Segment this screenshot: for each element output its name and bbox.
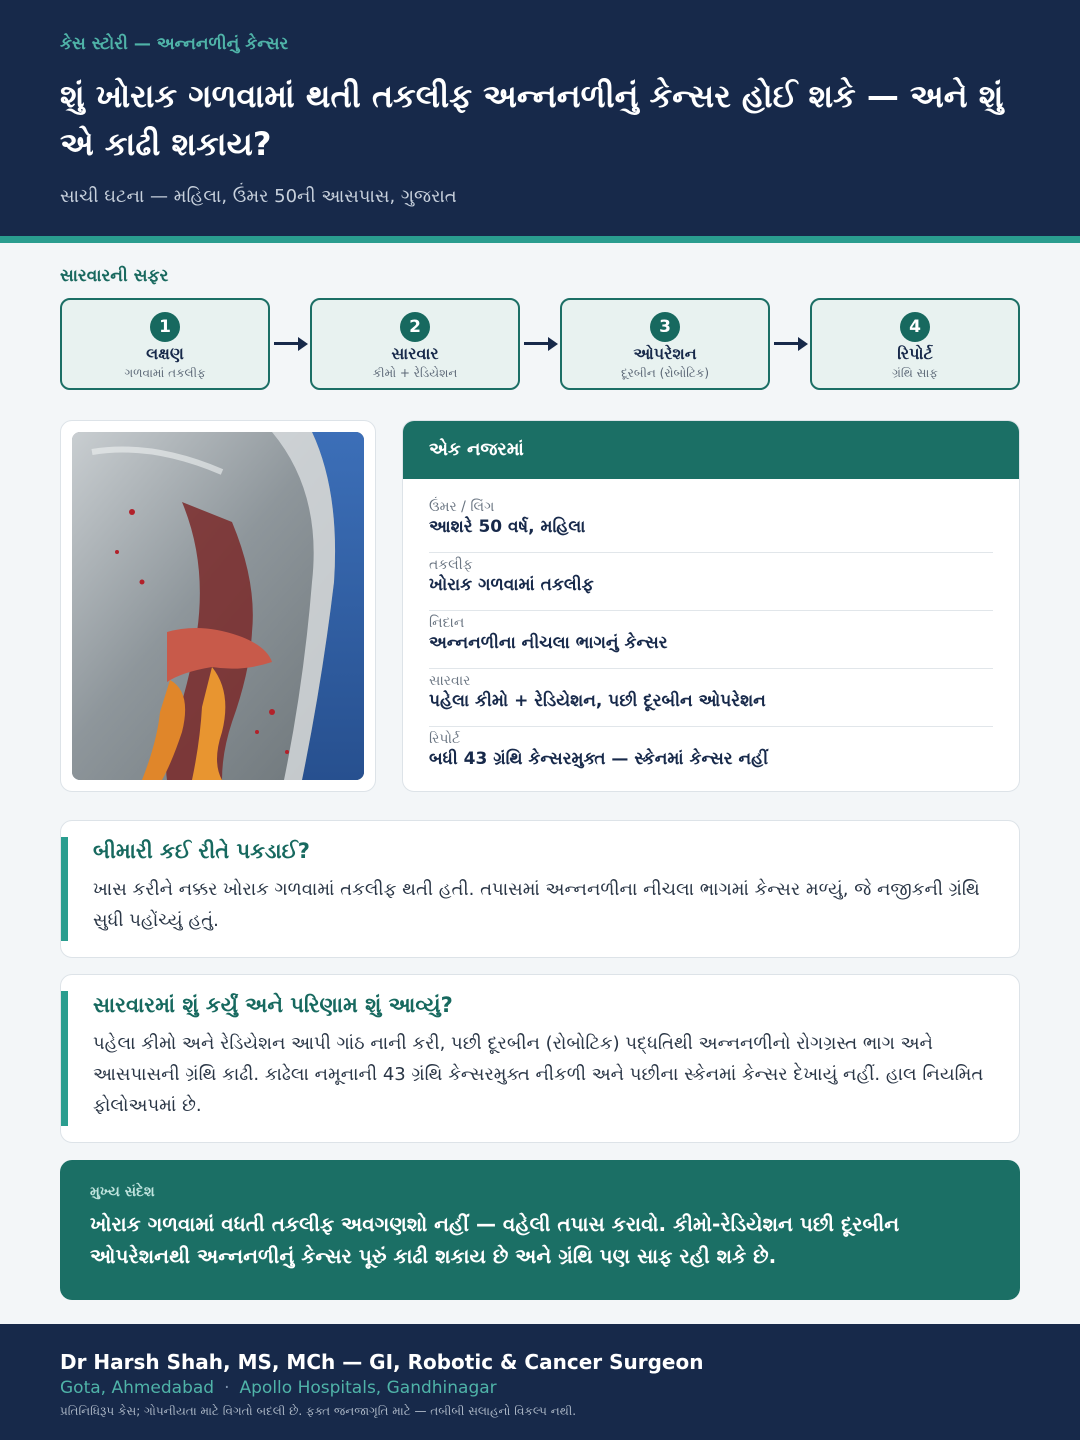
glance-row-treatment xyxy=(429,669,993,727)
location-separator: · xyxy=(224,1378,230,1398)
detection-title: બીમારી કઈ રીતે પકડાઈ? xyxy=(93,839,310,863)
glance-label: ઉંમર / લિંગ xyxy=(429,499,495,515)
page-title: શું ખોરાક ગળવામાં થતી તકલીફ અન્નનળીનું કેન્સર હોઈ શકે — અને શું એ કાઢી શકાય? xyxy=(60,77,1004,163)
glance-value: આશરે 50 વર્ષ, મહિલા xyxy=(429,517,586,537)
at-a-glance-card xyxy=(402,420,1020,792)
key-message-label: મુખ્ય સંદેશ xyxy=(90,1184,155,1200)
glance-title: એક નજરમાં xyxy=(403,421,1019,479)
glance-label: સારવાર xyxy=(429,673,471,689)
treatment-card xyxy=(60,974,1020,1143)
step-treatment xyxy=(310,298,520,390)
step-sub: ગ્રંથિ સાફ xyxy=(892,366,938,380)
step-number: 2 xyxy=(400,312,430,342)
glance-value: અન્નનળીના નીચલા ભાગનું કેન્સર xyxy=(429,633,668,653)
arrow-right-icon xyxy=(274,334,310,354)
journey-steps xyxy=(60,298,1020,390)
glance-label: રિપોર્ટ xyxy=(429,731,461,747)
glance-value: ખોરાક ગળવામાં તકલીફ xyxy=(429,575,594,595)
header-divider xyxy=(0,236,1080,243)
step-sub: કીમો + રેડિયેશન xyxy=(372,366,458,380)
case-tag: કેસ સ્ટોરી — અન્નનળીનું કેન્સર xyxy=(60,34,289,54)
step-report xyxy=(810,298,1020,390)
page-subtitle: સાચી ઘટના — મહિલા, ઉંમર 50ની આસપાસ, ગુજરાત xyxy=(60,186,457,207)
disclaimer: પ્રતિનિધિરૂપ કેસ; ગોપનીયતા માટે વિગતો બદલી છે. ફક્ત જનજાગૃતિ માટે — તબીબી સલાહનો વિકલ્પ નથી. xyxy=(60,1404,577,1418)
accent-bar xyxy=(61,991,68,1126)
step-number: 3 xyxy=(650,312,680,342)
step-label: ઓપરેશન xyxy=(633,344,697,363)
specimen-photo-card xyxy=(60,420,376,792)
detection-text: ખાસ કરીને નક્કર ખોરાક ગળવામાં તકલીફ થતી હતી. તપાસમાં અન્નનળીના નીચલા ભાગમાં કેન્સર મળ્યું, જે નજીકની ગ્રંથિ સુધી પહોંચ્યું હતું. xyxy=(93,879,980,931)
specimen-photo xyxy=(72,432,364,780)
doctor-locations xyxy=(60,1378,1020,1398)
glance-row-age xyxy=(429,495,993,553)
step-sub: ગળવામાં તકલીફ xyxy=(124,366,206,380)
arrow-right-icon xyxy=(524,334,560,354)
doctor-name: Dr Harsh Shah, MS, MCh — GI, Robotic & Cancer Surgeon xyxy=(60,1350,704,1374)
glance-value: પહેલા કીમો + રેડિયેશન, પછી દૂરબીન ઓપરેશન xyxy=(429,691,766,711)
footer xyxy=(0,1324,1080,1440)
accent-bar xyxy=(61,837,68,941)
step-label: રિપોર્ટ xyxy=(897,344,933,363)
glance-row-report xyxy=(429,727,993,785)
glance-row-problem xyxy=(429,553,993,611)
glance-row-diagnosis xyxy=(429,611,993,669)
glance-value: બધી 43 ગ્રંથિ કેન્સરમુક્ત — સ્કેનમાં કેન્સર નહીં xyxy=(429,749,769,769)
detection-card xyxy=(60,820,1020,958)
key-message-card xyxy=(60,1160,1020,1300)
key-message-text: ખોરાક ગળવામાં વધતી તકલીફ અવગણશો નહીં — વહેલી તપાસ કરાવો. કીમો-રેડિયેશન પછી દૂરબીન ઓપરેશનથી અન્નનળીનું કેન્સર પૂરું કાઢી શકાય છે અને ગ્રંથિ પણ સાફ રહી શકે છે. xyxy=(90,1212,900,1268)
journey-title: સારવારની સફર xyxy=(60,266,169,286)
step-number: 4 xyxy=(900,312,930,342)
hero-header xyxy=(0,0,1080,236)
treatment-title: સારવારમાં શું કર્યું અને પરિણામ શું આવ્યું? xyxy=(93,993,453,1017)
step-number: 1 xyxy=(150,312,180,342)
location-apollo: Apollo Hospitals, Gandhinagar xyxy=(239,1378,497,1398)
step-operation xyxy=(560,298,770,390)
step-sub: દૂરબીન (રોબોટિક) xyxy=(620,366,710,380)
treatment-text: પહેલા કીમો અને રેડિયેશન આપી ગાંઠ નાની કરી, પછી દૂરબીન (રોબોટિક) પદ્ધતિથી અન્નનળીનો રોગગ્રસ્ત ભાગ અને આસપાસની ગ્રંથિ કાઢી. કાઢેલા નમૂનાની 43 ગ્રંથિ કેન્સરમુક્ત નીકળી અને પછીના સ્કેનમાં કેન્સર દેખાયું નહીં. હાલ નિયમિત ફોલોઅપમાં છે. xyxy=(93,1033,984,1116)
step-label: લક્ષણ xyxy=(146,344,184,363)
step-label: સારવાર xyxy=(391,344,439,363)
arrow-right-icon xyxy=(774,334,810,354)
step-symptom xyxy=(60,298,270,390)
location-gota: Gota, Ahmedabad xyxy=(60,1378,215,1398)
glance-label: નિદાન xyxy=(429,615,465,631)
glance-label: તકલીફ xyxy=(429,557,473,573)
